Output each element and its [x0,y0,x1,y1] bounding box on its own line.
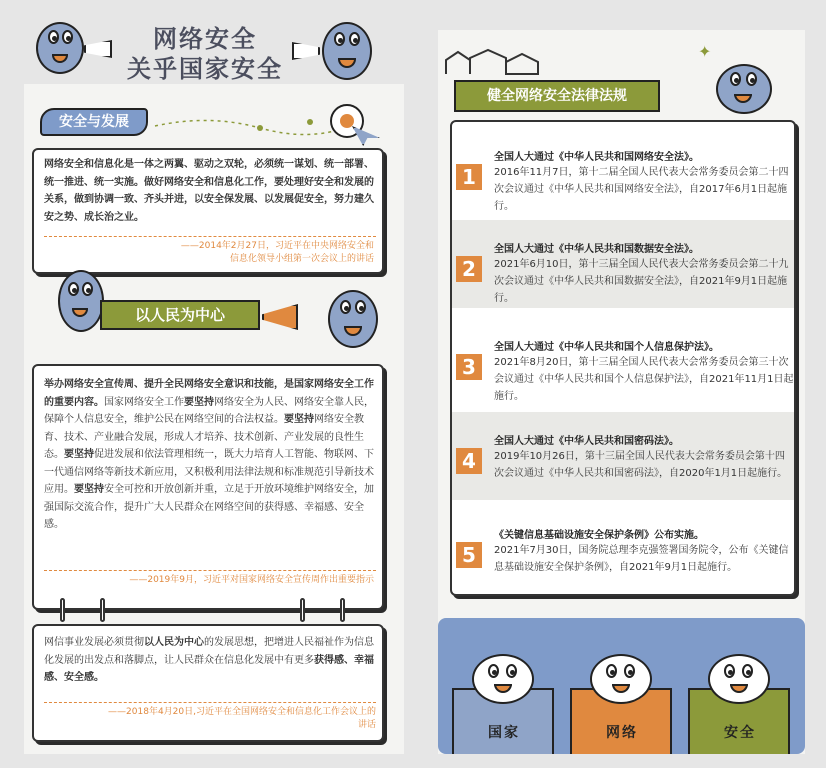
law-description: 2021年6月10日，第十三届全国人民代表大会常务委员会第二十九次会议通过《中华人民共和国数据安全法》，自2021年9月1日起施行。 [494,259,789,304]
binding-ring [60,598,65,622]
binding-ring [100,598,105,622]
section1-text: 网络安全和信息化是一体之两翼、驱动之双轮，必须统一谋划、统一部署、统一推进、统一实施。做好网络安全和信息化工作，要处理好安全和发展的关系，做到协调一致、齐头并进，以安全保发展、以发展促安全，努力建久安之势、成长治之业。 [44,159,374,223]
sparkle-icon: ✦ [698,42,712,61]
law-item [452,220,796,308]
law-item [452,412,796,500]
law-description: 2021年8月20日，第十三届全国人民代表大会常务委员会第三十次会议通过《中华人民共和国个人信息保护法》，自2021年11月1日起施行。 [494,357,794,402]
section-tag-people-centered: 以人民为中心 [100,300,260,330]
section3-citation: ——2018年4月20日,习近平在全国网络安全和信息化工作会议上的讲话 [108,707,376,730]
law-number: 2 [456,256,482,282]
mascot-right [322,22,372,80]
mascot-laws [716,64,772,114]
section2-text: 举办网络安全宣传周、提升全民网络安全意识和技能，是国家网络安全工作的重要内容。国家网络安全工作要坚持网络安全为人民、网络安全靠人民，保障个人信息安全，维护公民在网络空间的合法权益。要坚持网络安全教育、技术、产业融合发展，形成人才培养、技术创新、产业发展的良性生态。要坚持促进发展和依法管理相统一，既大力培育人工智能、物联网、下一代通信网络等新技术新应用，又积极利用法律法规和标准规范引导新技术应用。要坚持安全可控和开放创新并重，立足于开放环境维护网络安全，加强国际交流合作，提升广大人民群众在网络空间的获得感、幸福感、安全感。 [44,379,374,530]
bottom-label-security: 安全 [724,725,756,741]
megaphone-icon [84,40,112,58]
bottom-label-country: 国家 [488,725,520,741]
law-number: 1 [456,164,482,190]
law-title: 全国人大通过《中华人民共和国数据安全法》。 [494,244,699,255]
law-title: 全国人大通过《中华人民共和国网络安全法》。 [494,152,699,163]
mascot-bottom-3 [708,654,770,704]
section1-citation: ——2014年2月27日，习近平在中央网络安全和信息化领导小组第一次会议上的讲话 [180,241,374,264]
bottom-illustration [438,618,805,754]
law-description: 2019年10月26日，第十三届全国人民代表大会常务委员会第十四次会议通过《中华人民共和国密码法》，自2020年1月1日起施行。 [494,451,788,479]
law-number: 3 [456,354,482,380]
section3-text: 网信事业发展必须贯彻以人民为中心的发展思想，把增进人民福祉作为信息化发展的出发点和落脚点，让人民群众在信息化发展中有更多获得感、幸福感、安全感。 [44,637,374,683]
megaphone-icon [292,42,320,60]
law-title: 《关键信息基础设施安全保护条例》公布实施。 [494,530,704,541]
laws-card [450,120,796,596]
binding-ring [300,598,305,622]
card-people-centered [32,364,384,610]
law-description: 2016年11月7日，第十二届全国人民代表大会常务委员会第二十四次会议通过《中华人民共和国网络安全法》，自2017年6月1日起施行。 [494,167,789,212]
law-number: 5 [456,542,482,568]
binding-ring [340,598,345,622]
houses-decoration [444,46,564,76]
mascot-section2-right [328,290,378,348]
law-title: 全国人大通过《中华人民共和国密码法》。 [494,436,679,447]
mascot-section2-left [58,270,104,332]
law-title: 全国人大通过《中华人民共和国个人信息保护法》。 [494,342,719,353]
law-number: 4 [456,448,482,474]
mascot-bottom-1 [472,654,534,704]
section2-citation: ——2019年9月，习近平对国家网络安全宣传周作出重要指示 [129,575,374,585]
section-tag-laws: 健全网络安全法律法规 [454,80,660,112]
law-description: 2021年7月30日，国务院总理李克强签署国务院令，公布《关键信息基础设施安全保护条例》，自2021年9月1日起施行。 [494,545,789,573]
section-tag-security-development: 安全与发展 [40,108,148,136]
card-people-wellbeing [32,624,384,742]
law-item [452,128,796,216]
law-item [452,318,796,406]
title-line-1: 网络安全 [153,25,257,53]
law-item [452,506,796,594]
mascot-bottom-2 [590,654,652,704]
card-security-development [32,148,384,274]
bottom-label-network: 网络 [606,725,638,741]
page-title [120,24,290,84]
title-line-2: 关乎国家安全 [127,55,283,83]
mascot-left [36,22,84,74]
